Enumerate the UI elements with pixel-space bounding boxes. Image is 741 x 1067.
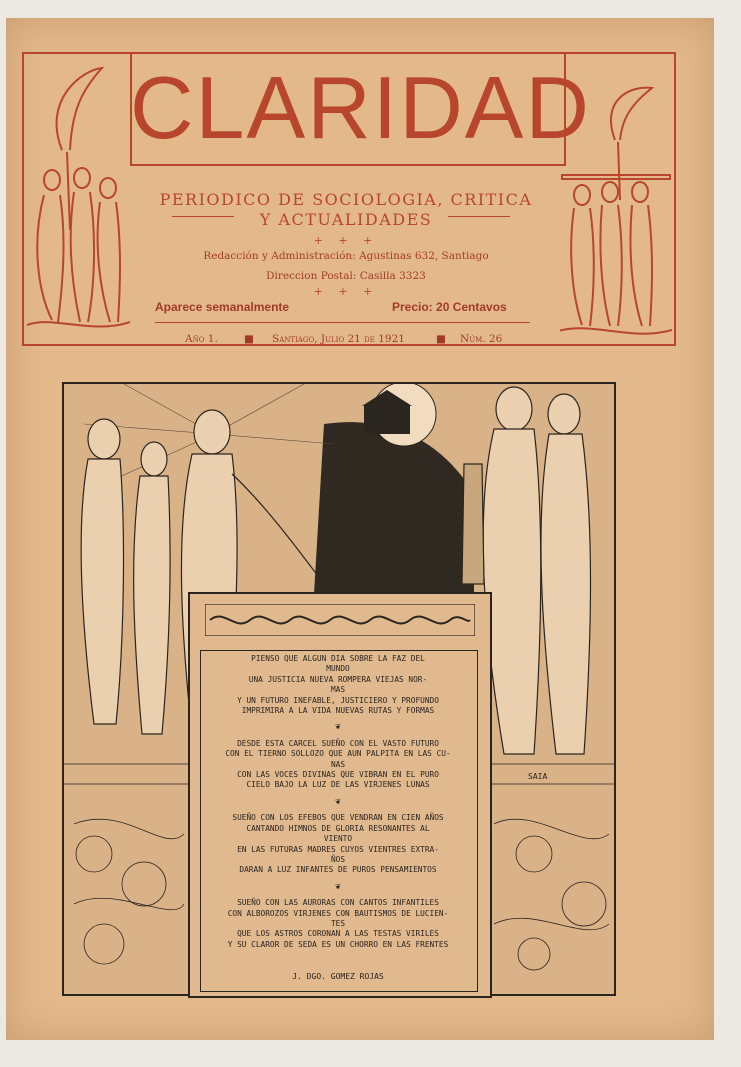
separator-1: ■ (244, 333, 254, 345)
issue-number: Núm. 26 (460, 333, 503, 345)
line: DESDE ESTA CARCEL SUEÑO CON EL VASTO FUTURO (237, 738, 439, 748)
line: NAS (330, 759, 346, 769)
ornament-bottom: + + + (313, 285, 379, 298)
leaf-ornament-icon: ❦ (335, 722, 341, 733)
line: CON ALBOROZOS VIRJENES CON BAUTISMOS DE LUCIEN- (227, 908, 449, 918)
ornament-top: + + + (313, 234, 379, 247)
poem-signature: J. DGO. GOMEZ ROJAS (292, 972, 384, 981)
line: CON EL TIERNO SOLLOZO QUE AUN PALPITA EN LAS CU- (225, 749, 451, 759)
poem-text (202, 654, 474, 956)
frequency-note: Aparece semanalmente (155, 300, 290, 314)
line: CON LAS VOCES DIVINAS QUE VIBRAN EN EL PURO (237, 770, 439, 780)
price-note: Precio: 20 Centavos (392, 300, 507, 314)
line: MAS (330, 685, 346, 695)
left-figures-illustration (22, 60, 134, 340)
line: IMPRIMIRA A LA VIDA NUEVAS RUTAS Y FORMAS (241, 706, 435, 716)
line: Y UN FUTURO INEFABLE, JUSTICIERO Y PROFUNDO (237, 695, 439, 705)
issue-date: Santiago, Julio 21 de 1921 (272, 333, 405, 345)
line: TES (330, 918, 346, 928)
postal-address: Direccion Postal: Casilla 3323 (266, 270, 426, 282)
artist-mark: SAIA (528, 772, 548, 781)
subtitle-rule-right (448, 216, 510, 217)
line: ÑOS (330, 854, 346, 864)
line: CANTANDO HIMNOS DE GLORIA RESONANTES AL (246, 823, 430, 833)
subtitle-line-1: PERIODICO DE SOCIOLOGIA, CRITICA (159, 190, 533, 209)
editorial-address: Redacción y Administración: Agustinas 632, Santiago (203, 250, 489, 262)
separator-2: ■ (436, 333, 446, 345)
line: QUE LOS ASTROS CORONAN A LAS TESTAS VIRILES (237, 929, 439, 939)
stanza-2 (202, 739, 474, 791)
line: CIELO BAJO LA LUZ DE LAS VIRJENES LUNAS (246, 780, 430, 790)
info-rule-top (155, 322, 530, 323)
line: SUEÑO CON LAS AURORAS CON CANTOS INFANTILES (237, 898, 439, 908)
issue-year: Año 1. (185, 333, 218, 345)
line: MUNDO (326, 664, 350, 674)
wave-border-ornament (205, 604, 475, 636)
line: Y SU CLAROR DE SEDA ES UN CHORRO EN LAS FRENTES (227, 939, 449, 949)
line: PIENSO QUE ALGUN DIA SOBRE LA FAZ DEL (251, 654, 425, 663)
leaf-ornament-icon: ❦ (335, 796, 341, 807)
line: SUEÑO CON LOS EFEBOS QUE VENDRAN EN CIEN AÑOS (232, 813, 444, 823)
line: UNA JUSTICIA NUEVA ROMPERA VIEJAS NOR- (248, 674, 428, 684)
stanza-4 (202, 898, 474, 950)
stanza-1 (202, 654, 474, 716)
line: EN LAS FUTURAS MADRES CUYOS VIENTRES EXTRA- (237, 844, 439, 854)
right-figures-illustration (560, 80, 672, 342)
subtitle-line-2: Y ACTUALIDADES (259, 210, 433, 229)
stanza-3 (202, 813, 474, 875)
line: VIENTO (323, 834, 353, 844)
line: DARAN A LUZ INFANTES DE PUROS PENSAMIENTOS (239, 865, 437, 875)
masthead-subtitle (130, 190, 562, 230)
subtitle-rule-left (172, 216, 234, 217)
masthead-title: CLARIDAD (130, 58, 591, 157)
leaf-ornament-icon: ❦ (335, 881, 341, 892)
